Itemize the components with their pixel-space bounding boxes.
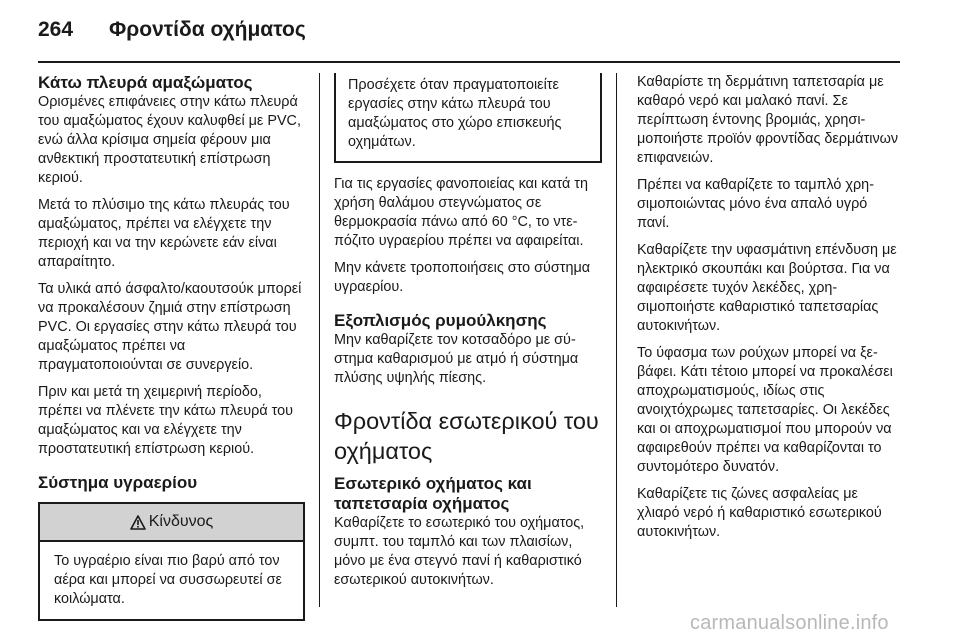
section-heading-lpg: Σύστημα υγραερίου <box>38 473 198 492</box>
section-heading-towing: Εξοπλισμός ρυμούλκησης <box>334 311 547 330</box>
page-number: 264 <box>38 18 74 41</box>
column-1 <box>38 73 305 621</box>
column-2 <box>334 73 602 598</box>
paragraph: Καθαρίζετε τις ζώνες ασφαλείας με χλιαρό νερό ή καθαριστικό εσωτερικού αυτοκινήτων. <box>637 486 882 540</box>
paragraph: Τα υλικά από άσφαλτο/καουτσούκ μπορεί να προκαλέσουν ζημιά στην επίστρωση PVC. Οι εργασίες στην κάτω πλευρά του αμαξώματος πρέπει να πραγματοποιούνται σε συνεργείο. <box>38 281 302 373</box>
watermark-text: carmanualsonline.info <box>690 612 889 634</box>
page-header <box>38 14 306 46</box>
header-rule <box>38 61 900 63</box>
chapter-heading-interior: Φροντίδα εσωτερικού του οχήματος <box>334 408 599 464</box>
section-heading-underbody: Κάτω πλευρά αμαξώματος <box>38 73 253 92</box>
danger-box-title: Κίνδυνος <box>148 513 214 530</box>
notice-box: Προσέχετε όταν πραγματοποιείτε εργασίες στην κάτω πλευρά του αμαξώματος στο χώρο επισκευής οχημάτων. <box>334 73 602 163</box>
paragraph: Πρέπει να καθαρίζετε το ταμπλό χρησιμοποιώντας μόνο ένα απαλό υγρό πανί. <box>637 177 874 231</box>
paragraph: Μετά το πλύσιμο της κάτω πλευράς του αμαξώματος, πρέπει να ελέγχετε την περιοχή και να την κερώνετε εάν είναι απαραίτητο. <box>38 197 290 270</box>
paragraph: Καθαρίζετε την υφασμάτινη επένδυση με ηλεκτρικό σκουπάκι και βούρτσα. Για να αφαιρέσετε τυχόν λεκέδες, χρησιμοποιήστε καθαριστικό ταπετσαρίας αυτοκινήτων. <box>637 242 897 334</box>
paragraph: Το ύφασμα των ρούχων μπορεί να ξεβάφει. Κάτι τέτοιο μπορεί να προκαλέσει αποχρωματισμούς, ιδίως στις ανοιχτόχρωμες ταπετσαρίες. Οι λεκέδες και οι αποχρωματισμοί που μπορούν να αφαιρεθούν πρέπει να καθαρίζονται το συντομότερο δυνατόν. <box>637 345 893 475</box>
danger-box-text: Το υγραέριο είναι πιο βαρύ από τον αέρα και μπορεί να συσσωρευτεί σε κοιλώματα. <box>54 553 282 607</box>
paragraph: Μην καθαρίζετε τον κοτσαδόρο με σύστημα καθαρισμού με ατμό ή σύστημα πλύσης υψηλής πίεσης. <box>334 332 579 386</box>
paragraph: Πριν και μετά τη χειμερινή περίοδο, πρέπει να πλένετε την κάτω πλευρά του αμαξώματος και να ελέγχετε την προστατευτική επίστρωση κεριού. <box>38 384 294 457</box>
paragraph: Για τις εργασίες φανοποιείας και κατά τη χρήση θαλάμου στεγνώματος σε θερμοκρασία πάνω από 60 °C, το ντεπόζιτο υγραερίου πρέπει να αφαιρείται. <box>334 176 588 249</box>
paragraph: Μην κάνετε τροποποιήσεις στο σύστημα υγραερίου. <box>334 260 591 295</box>
column-divider-1 <box>319 73 320 607</box>
paragraph: Ορισμένες επιφάνειες στην κάτω πλευρά του αμαξώματος έχουν καλυφθεί με PVC, ενώ άλλα κρίσιμα σημεία φέρουν μια ανθεκτική προστατευτική επίστρωση κεριού. <box>38 94 301 186</box>
warning-triangle-icon <box>130 515 146 530</box>
column-divider-2 <box>616 73 617 607</box>
danger-box <box>38 502 305 621</box>
section-heading-interior-upholstery: Εσωτερικό οχήματος και ταπετσαρία οχήματος <box>334 474 532 513</box>
column-3 <box>637 73 901 550</box>
paragraph: Καθαρίστε τη δερμάτινη ταπετσαρία με καθαρό νερό και μαλακό πανί. Σε περίπτωση έντονης βρομιάς, χρησιμοποιήστε προϊόν φροντίδας δερμάτινων επιφανειών. <box>637 74 899 166</box>
page-title: Φροντίδα οχήματος <box>109 18 306 41</box>
danger-box-header <box>40 504 303 542</box>
paragraph: Καθαρίζετε το εσωτερικό του οχήματος, συμπτ. του ταμπλό και των πλαισίων, μόνο με ένα στεγνό πανί ή καθαριστικό εσωτερικού αυτοκινήτων. <box>334 515 585 588</box>
